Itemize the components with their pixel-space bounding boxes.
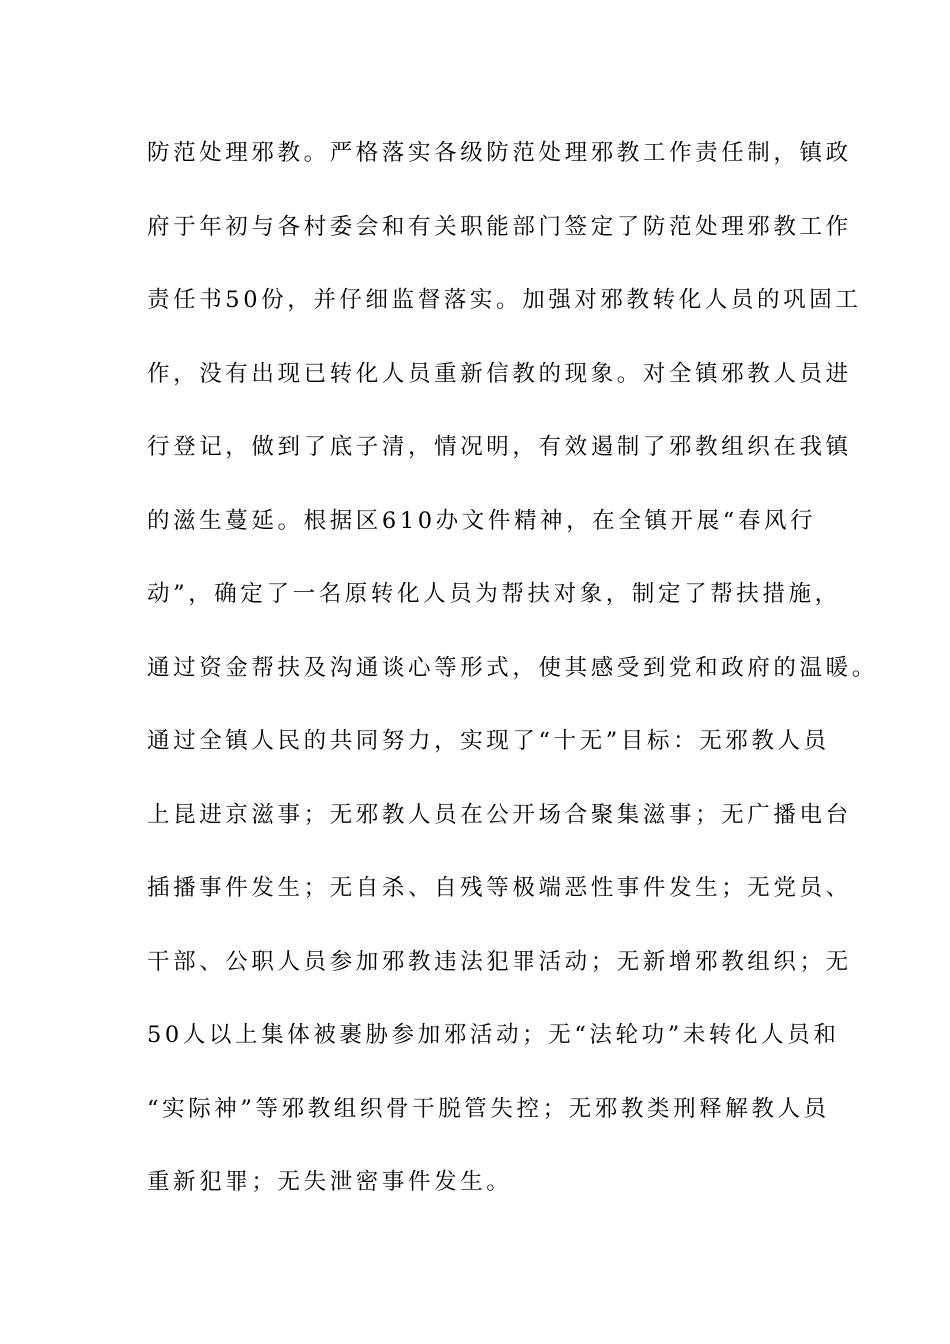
text-line: 50人以上集体被裹胁参加邪活动；无“法轮功”未转化人员和 — [147, 1022, 840, 1048]
text-line: 动”，确定了一名原转化人员为帮扶对象，制定了帮扶措施， — [147, 581, 841, 607]
text-line: 作，没有出现已转化人员重新信教的现象。对全镇邪教人员进 — [147, 360, 852, 387]
text-line: 通过资金帮扶及沟通谈心等形式，使其感受到党和政府的温暖。 — [147, 654, 878, 681]
text-line: 重新犯罪；无失泄密事件发生。 — [147, 1169, 513, 1195]
text-line: 责任书50份，并仔细监督落实。加强对邪教转化人员的巩固工 — [147, 287, 862, 313]
text-line: 府于年初与各村委会和有关职能部门签定了防范处理邪教工作 — [147, 213, 852, 240]
text-line: 上昆进京滋事；无邪教人员在公开场合聚集滋事；无广播电台 — [147, 801, 852, 828]
text-line: 行登记，做到了底子清，情况明，有效遏制了邪教组织在我镇 — [147, 434, 852, 460]
text-line: 的滋生蔓延。根据区610办文件精神，在全镇开展“春风行 — [147, 507, 817, 534]
body-paragraph — [147, 130, 878, 1233]
text-line: 插播事件发生；无自杀、自残等极端恶性事件发生；无党员、 — [147, 875, 852, 901]
text-line: 通过全镇人民的共同努力，实现了“十无”目标：无邪教人员 — [147, 728, 830, 754]
text-line: “实际神”等邪教组织骨干脱管失控；无邪教类刑释解教人员 — [147, 1095, 830, 1122]
text-line: 防范处理邪教。严格落实各级防范处理邪教工作责任制，镇政 — [147, 140, 852, 166]
text-line: 干部、公职人员参加邪教违法犯罪活动；无新增邪教组织；无 — [147, 948, 852, 975]
